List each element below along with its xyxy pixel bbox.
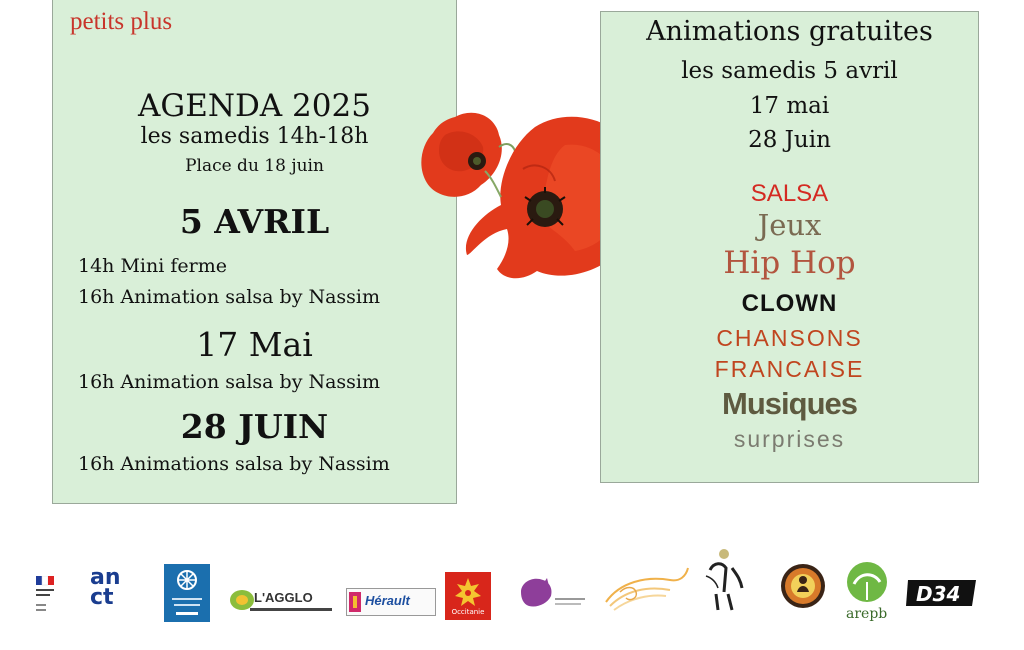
caf-logo xyxy=(164,564,210,622)
activity-hip-hop: Hip Hop xyxy=(723,245,856,281)
arepb-logo xyxy=(844,560,890,628)
activity-chansons: CHANSONS xyxy=(716,325,863,351)
activity-jeux: Jeux xyxy=(757,208,822,242)
anct-logo-text: an ct xyxy=(90,565,121,610)
small-poppy xyxy=(421,113,515,197)
dimension-text: D34 xyxy=(916,582,961,606)
arepb-text: arepb xyxy=(846,606,888,622)
anct-logo xyxy=(90,565,138,622)
activity-clown: CLOWN xyxy=(741,290,838,317)
swirl-logo xyxy=(600,562,690,618)
animation-date: 28 Juin xyxy=(748,127,831,153)
agenda-hours: les samedis 14h-18h xyxy=(140,124,369,149)
dimension-logo xyxy=(906,572,980,612)
event-item: 16h Animation salsa by Nassim xyxy=(78,286,381,308)
prefet-logo xyxy=(36,576,58,616)
herault-text: Hérault xyxy=(365,593,410,608)
event-date-17-mai: 17 Mai xyxy=(196,325,313,364)
animations-title: Animations gratuites xyxy=(646,16,933,47)
circle-emblem-logo xyxy=(779,562,827,610)
petits-plus-heading: petits plus xyxy=(70,8,173,35)
herault-logo xyxy=(346,588,436,616)
activity-musiques: Musiques xyxy=(722,386,857,421)
agenda-place: Place du 18 juin xyxy=(185,156,324,176)
agglo-text: L'AGGLO xyxy=(254,590,313,605)
animation-date: les samedis 5 avril xyxy=(681,58,898,84)
event-item: 14h Mini ferme xyxy=(78,255,227,277)
agenda-title: AGENDA 2025 xyxy=(138,88,371,124)
event-item: 16h Animation salsa by Nassim xyxy=(78,371,381,393)
animation-date: 17 mai xyxy=(749,93,830,119)
panther-logo xyxy=(517,574,589,614)
event-item: 16h Animations salsa by Nassim xyxy=(78,453,390,475)
activity-salsa: SALSA xyxy=(750,180,829,207)
event-date-5-avril: 5 AVRIL xyxy=(179,202,330,241)
event-date-28-juin: 28 JUIN xyxy=(180,407,329,446)
agglo-logo xyxy=(228,586,334,614)
activity-francaise: FRANCAISE xyxy=(714,356,865,382)
dance-logo xyxy=(702,548,752,614)
activity-surprises: surprises xyxy=(733,426,846,452)
occitanie-text: Occitanie xyxy=(451,608,485,616)
occitanie-logo xyxy=(445,572,491,620)
